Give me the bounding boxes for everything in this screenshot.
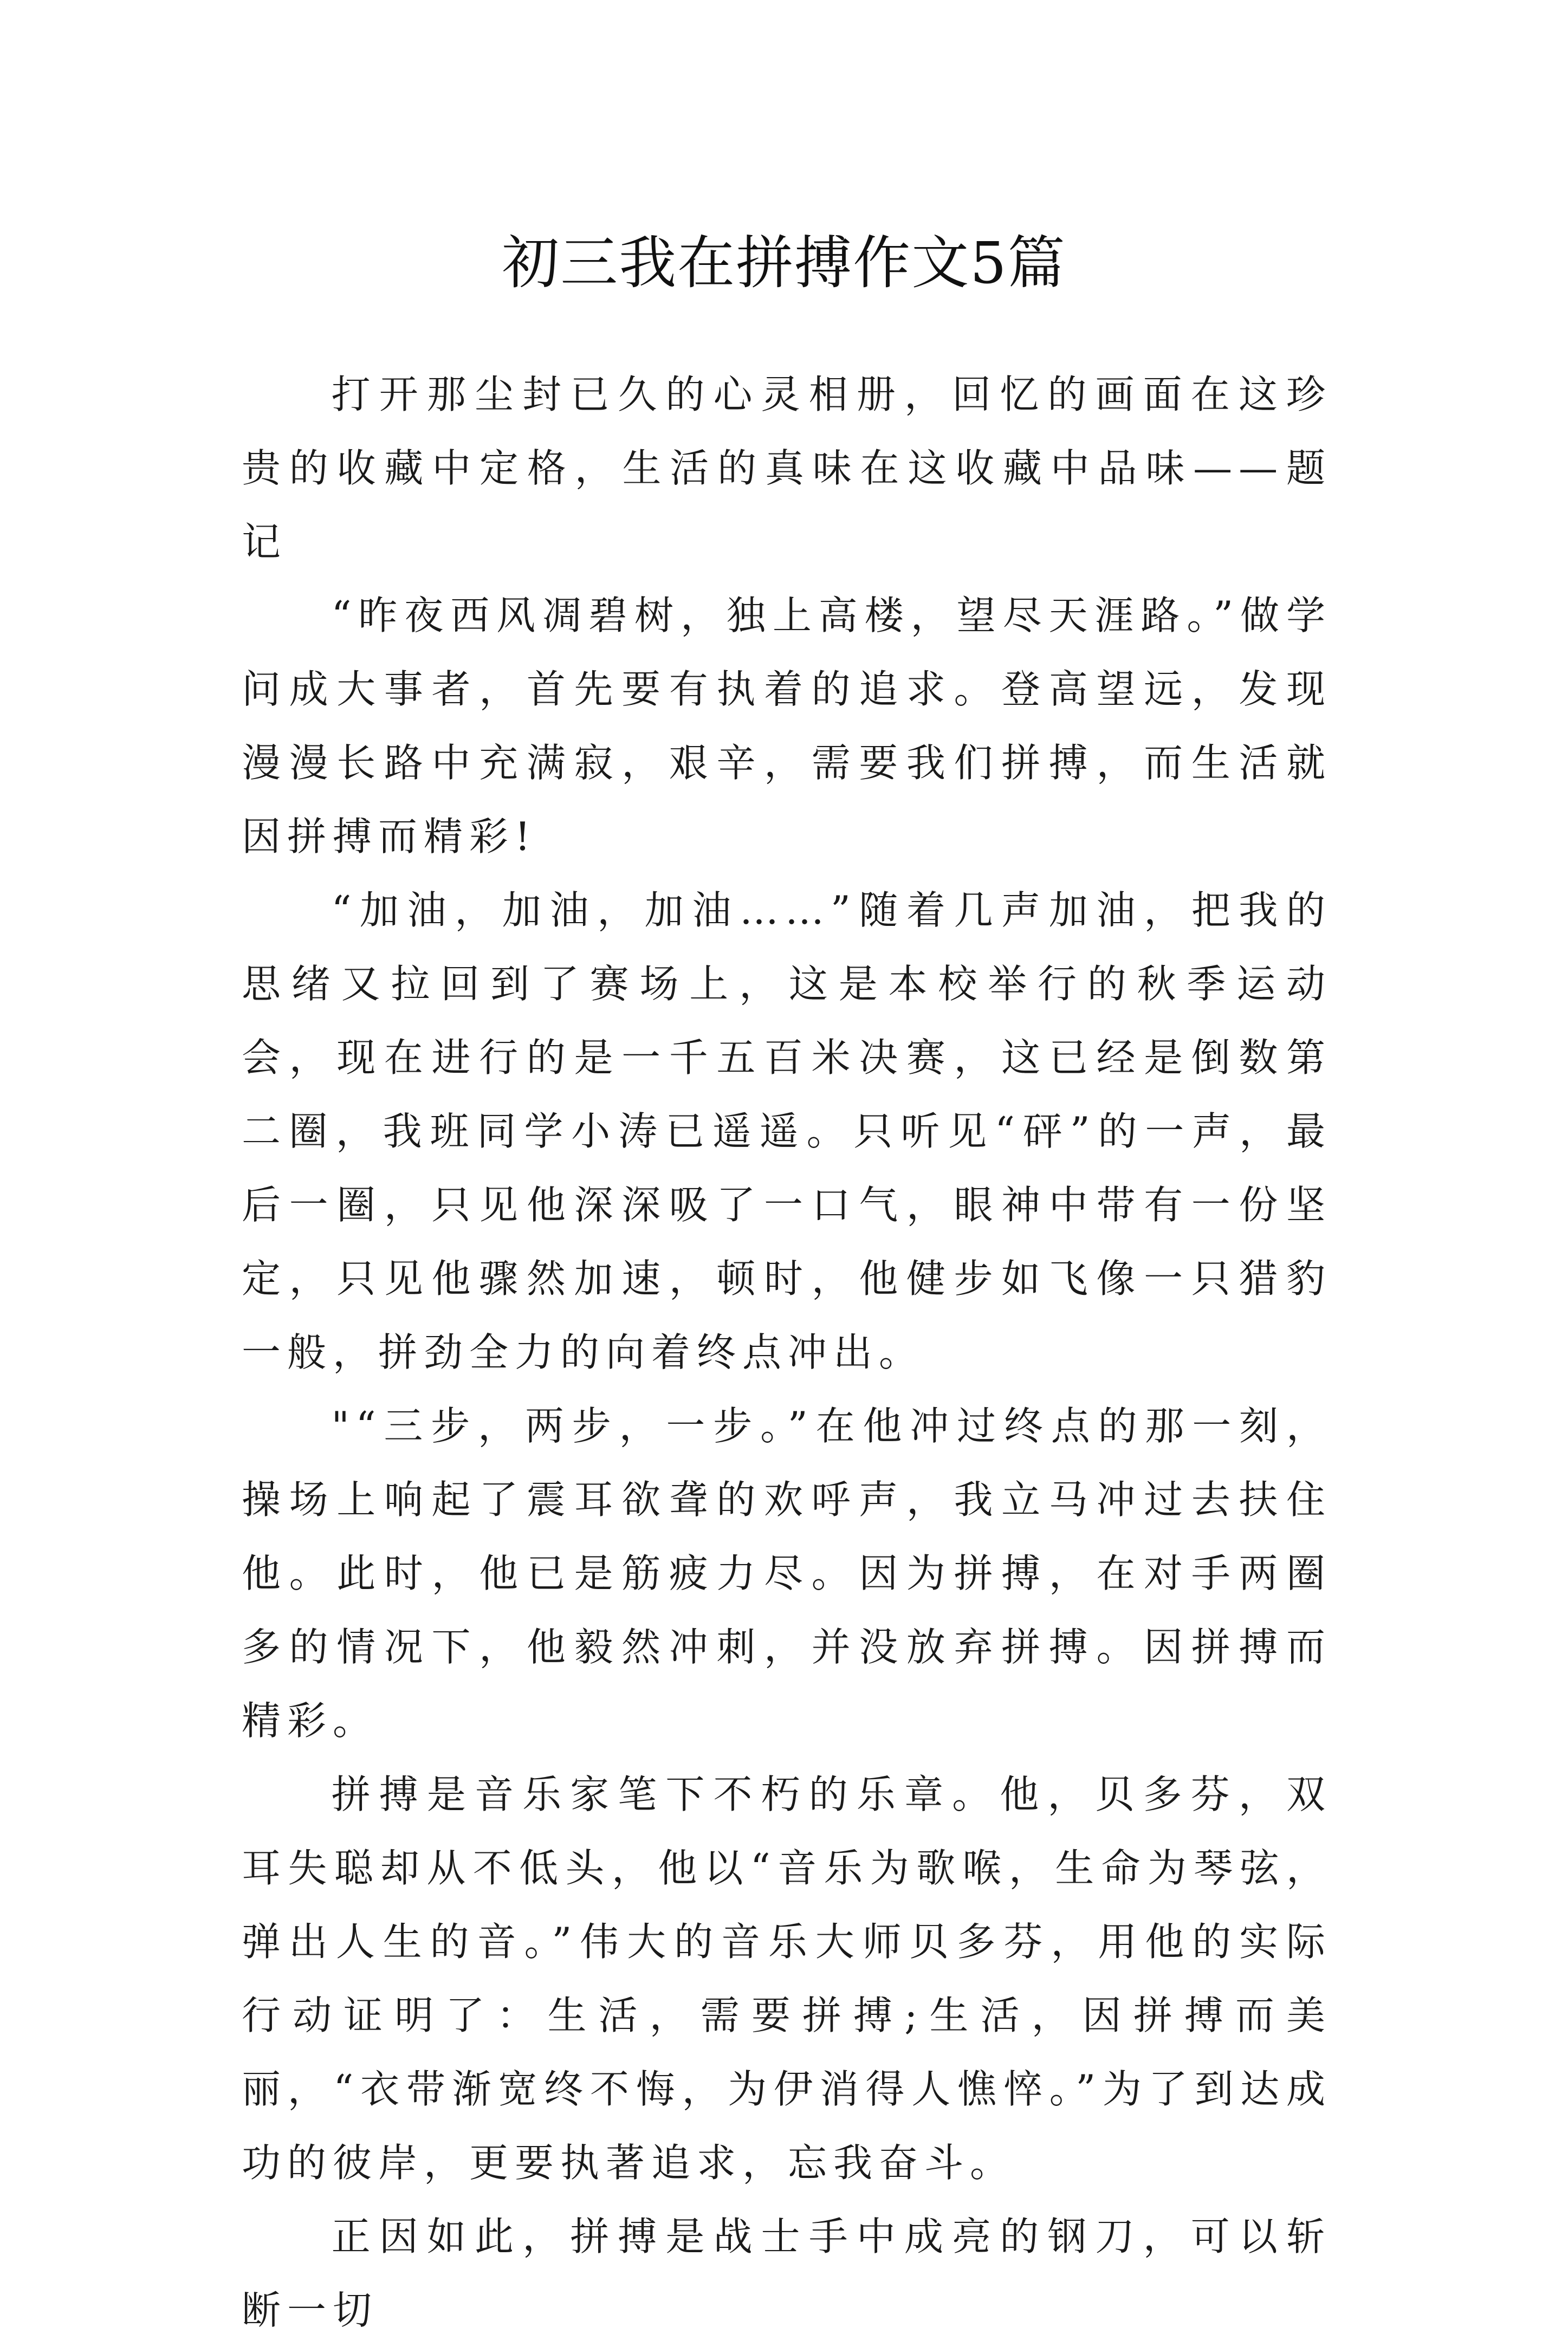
paragraph-finish-line: "“三步，两步，一步。”在他冲过终点的那一刻，操场上响起了震耳欲聋的欢呼声，我立马冲过去扶住他。此时，他已是筋疲力尽。因为拼搏，在对手两圈多的情况下，他毅然冲刺，并没放弃拼搏。因拼搏而精彩。: [242, 1403, 1332, 1743]
paragraph-epigraph: 打开那尘封已久的心灵相册，回忆的画面在这珍贵的收藏中定格，生活的真味在这收藏中品味——题记: [242, 372, 1332, 565]
paragraph-sports-meet: “加油，加油，加油……”随着几声加油，把我的思绪又拉回到了赛场上，这是本校举行的秋季运动会，现在进行的是一千五百米决赛，这已经是倒数第二圈，我班同学小涛已遥遥。只听见“砰”的一声，最后一圈，只见他深深吸了一口气，眼神中带有一份坚定，只见他骤然加速，顿时，他健步如飞像一只猎豹一般，拼劲全力的向着终点冲出。: [242, 887, 1332, 1375]
paragraph-warrior-blade: 正因如此，拼搏是战士手中成亮的钢刀，可以斩断一切: [242, 2214, 1332, 2333]
paragraph-quote-west-wind: “昨夜西风凋碧树，独上高楼，望尽天涯路。”做学问成大事者，首先要有执着的追求。登高望远，发现漫漫长路中充满寂，艰辛，需要我们拼搏，而生活就因拼搏而精彩!: [242, 593, 1332, 859]
paragraph-beethoven: 拼搏是音乐家笔下不朽的乐章。他，贝多芬，双耳失聪却从不低头，他以“音乐为歌喉，生命为琴弦，弹出人生的音。”伟大的音乐大师贝多芬，用他的实际行动证明了：生活，需要拼搏;生活，因拼搏而美丽，“衣带渐宽终不悔，为伊消得人憔悴。”为了到达成功的彼岸，更要执著追求，忘我奋斗。: [242, 1772, 1332, 2186]
document-body: [242, 358, 1332, 2347]
document-title: 初三我在拼搏作文5篇: [502, 230, 1066, 297]
